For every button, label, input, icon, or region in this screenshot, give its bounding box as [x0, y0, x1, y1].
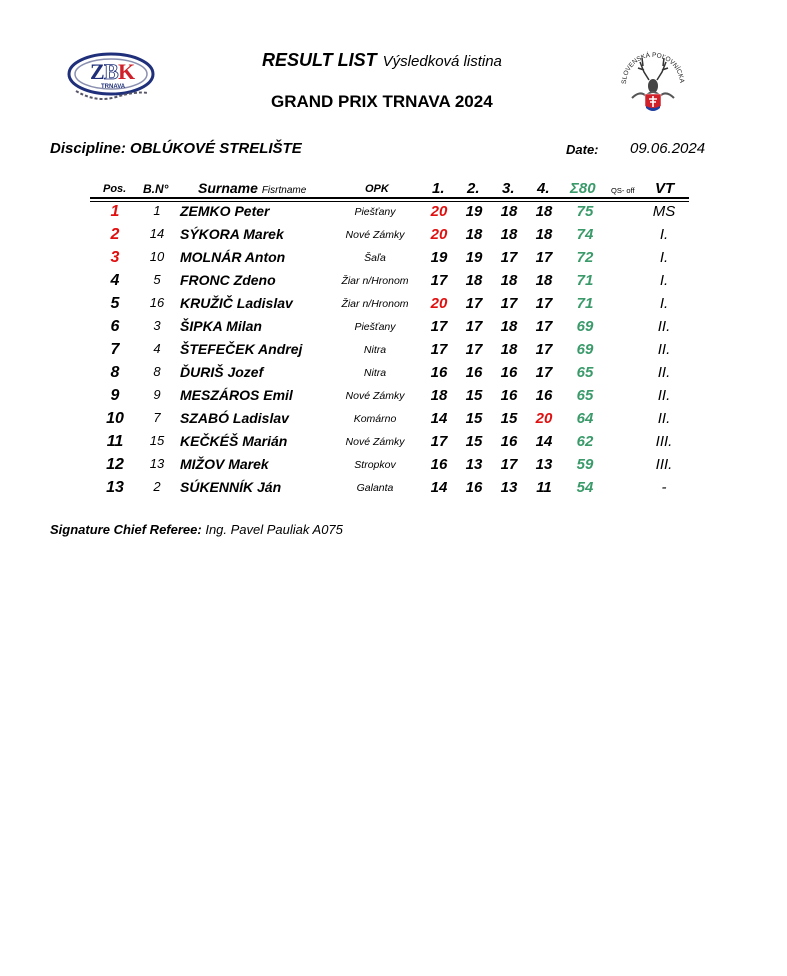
opk-cell: Komárno	[353, 413, 397, 425]
round2-score-cell: 15	[465, 410, 483, 427]
position-cell: 7	[110, 341, 120, 358]
header-rule-thick	[90, 197, 689, 199]
round4-score-cell: 17	[535, 249, 553, 266]
round2-score-cell: 18	[465, 272, 483, 289]
total-score-cell: 64	[576, 410, 594, 427]
total-score-cell: 71	[576, 295, 594, 312]
col-header-surname	[198, 180, 306, 196]
header-rule-thin	[90, 201, 689, 202]
round2-score-cell: 13	[465, 456, 483, 473]
opk-cell: Nové Zámky	[345, 390, 405, 402]
round3-score-cell: 18	[500, 341, 518, 358]
table-row	[0, 295, 787, 318]
round2-score-cell: 17	[465, 295, 483, 312]
col-header-surname-label: Surname	[198, 180, 258, 196]
col-header-total: Σ80	[570, 180, 596, 197]
total-score-cell: 54	[576, 479, 594, 496]
svg-text:TRNAVA: TRNAVA	[101, 84, 126, 90]
total-score-cell: 72	[576, 249, 594, 266]
total-score-cell: 62	[576, 433, 594, 450]
competitor-name-cell: MIŽOV Marek	[180, 456, 269, 472]
round3-score-cell: 17	[500, 249, 518, 266]
round1-score-cell: 17	[430, 433, 448, 450]
title-main: RESULT LIST	[262, 50, 377, 70]
round4-score-cell: 18	[535, 272, 553, 289]
opk-cell: Piešťany	[354, 206, 396, 218]
table-row	[0, 410, 787, 433]
position-cell: 12	[106, 456, 124, 473]
competitor-name-cell: ŠTEFEČEK Andrej	[180, 341, 303, 357]
vt-class-cell: I.	[659, 226, 669, 243]
round4-score-cell: 18	[535, 226, 553, 243]
competitor-name-cell: ŠIPKA Milan	[180, 318, 262, 334]
competitor-name-cell: MESZÁROS Emil	[180, 387, 293, 403]
document-title	[262, 50, 502, 71]
table-row	[0, 433, 787, 456]
competitor-name-cell: ZEMKO Peter	[180, 203, 270, 219]
round4-score-cell: 17	[535, 295, 553, 312]
position-cell: 5	[110, 295, 120, 312]
vt-class-cell: II.	[657, 410, 671, 427]
competitor-name-cell: MOLNÁR Anton	[180, 249, 286, 265]
spk-logo	[616, 36, 690, 118]
round3-score-cell: 17	[500, 456, 518, 473]
table-row	[0, 479, 787, 502]
round1-score-cell: 16	[430, 456, 448, 473]
total-score-cell: 65	[576, 364, 594, 381]
table-row	[0, 249, 787, 272]
round2-score-cell: 19	[465, 203, 483, 220]
round4-score-cell: 14	[535, 433, 553, 450]
position-cell: 9	[110, 387, 120, 404]
opk-cell: Žiar n/Hronom	[341, 275, 409, 287]
round3-score-cell: 18	[500, 318, 518, 335]
competitor-name-cell: FRONC Zdeno	[180, 272, 276, 288]
discipline-label: Discipline:	[50, 140, 126, 157]
col-header-round2: 2.	[467, 180, 480, 197]
bib-number-cell: 3	[153, 318, 161, 333]
round1-score-cell: 20	[430, 203, 448, 220]
competitor-name-cell: ĎURIŠ Jozef	[180, 364, 264, 380]
round2-score-cell: 19	[465, 249, 483, 266]
col-header-vt: VT	[655, 180, 675, 197]
position-cell: 1	[110, 203, 120, 220]
col-header-round3: 3.	[502, 180, 515, 197]
round4-score-cell: 11	[536, 479, 552, 496]
competitor-name-cell: SÚKENNÍK Ján	[180, 479, 282, 495]
col-header-pos: Pos.	[103, 183, 127, 195]
round3-score-cell: 17	[500, 295, 518, 312]
col-header-firstname-label: Fisrtname	[261, 185, 307, 196]
position-cell: 8	[110, 364, 120, 381]
vt-class-cell: II.	[657, 341, 671, 358]
competitor-name-cell: SZABÓ Ladislav	[180, 410, 289, 426]
discipline-line	[50, 140, 302, 157]
table-row	[0, 456, 787, 479]
competitor-name-cell: KRUŽIČ Ladislav	[180, 295, 293, 311]
total-score-cell: 69	[576, 318, 594, 335]
col-header-round4: 4.	[537, 180, 550, 197]
round2-score-cell: 18	[465, 226, 483, 243]
event-title: GRAND PRIX TRNAVA 2024	[271, 92, 493, 111]
round4-score-cell: 17	[535, 364, 553, 381]
total-score-cell: 65	[576, 387, 594, 404]
total-score-cell: 71	[576, 272, 594, 289]
round1-score-cell: 19	[430, 249, 448, 266]
bib-number-cell: 15	[149, 433, 165, 448]
bib-number-cell: 4	[153, 341, 161, 356]
vt-class-cell: III.	[655, 433, 673, 450]
round4-score-cell: 17	[535, 341, 553, 358]
round3-score-cell: 16	[500, 387, 518, 404]
bib-number-cell: 13	[149, 456, 165, 471]
bib-number-cell: 5	[153, 272, 161, 287]
total-score-cell: 69	[576, 341, 594, 358]
round1-score-cell: 14	[430, 410, 448, 427]
round3-score-cell: 18	[500, 203, 518, 220]
round2-score-cell: 15	[465, 433, 483, 450]
opk-cell: Žiar n/Hronom	[341, 298, 409, 310]
round1-score-cell: 17	[430, 272, 448, 289]
svg-text:SLOVENSKÁ POĽOVNÍCKA KOMORA: SLOVENSKÁ POĽOVNÍCKA	[620, 51, 686, 85]
round2-score-cell: 15	[465, 387, 483, 404]
discipline-value: OBLÚKOVÉ STRELIŠTE	[130, 140, 302, 157]
round3-score-cell: 16	[500, 364, 518, 381]
vt-class-cell: MS	[652, 203, 676, 220]
col-header-round1: 1.	[432, 180, 445, 197]
round2-score-cell: 17	[465, 341, 483, 358]
bib-number-cell: 2	[153, 479, 161, 494]
col-header-qs-off: QS- off	[611, 186, 635, 195]
svg-text:K: K	[118, 59, 136, 84]
date-value: 09.06.2024	[630, 140, 706, 157]
vt-class-cell: II.	[657, 318, 671, 335]
round4-score-cell: 17	[535, 318, 553, 335]
title-subtitle: Výsledková listina	[382, 53, 502, 70]
table-row	[0, 318, 787, 341]
position-cell: 3	[110, 249, 120, 266]
round4-score-cell: 13	[535, 456, 553, 473]
round1-score-cell: 17	[430, 318, 448, 335]
position-cell: 13	[106, 479, 124, 496]
round1-score-cell: 14	[430, 479, 448, 496]
col-header-opk: OPK	[365, 183, 389, 195]
round3-score-cell: 18	[500, 226, 518, 243]
round2-score-cell: 16	[465, 364, 483, 381]
position-cell: 11	[106, 433, 124, 450]
bib-number-cell: 10	[149, 249, 165, 264]
vt-class-cell: I.	[659, 249, 669, 266]
bib-number-cell: 7	[153, 410, 161, 425]
zbk-trnava-logo	[66, 47, 156, 105]
table-row	[0, 364, 787, 387]
opk-cell: Šaľa	[364, 252, 386, 264]
round1-score-cell: 20	[430, 226, 448, 243]
table-row	[0, 203, 787, 226]
opk-cell: Galanta	[356, 482, 394, 494]
bib-number-cell: 1	[153, 203, 161, 218]
round4-score-cell: 16	[535, 387, 553, 404]
round1-score-cell: 20	[430, 295, 448, 312]
opk-cell: Piešťany	[354, 321, 396, 333]
table-row	[0, 226, 787, 249]
competitor-name-cell: SÝKORA Marek	[180, 226, 284, 242]
total-score-cell: 75	[576, 203, 594, 220]
opk-cell: Stropkov	[354, 459, 396, 471]
table-row	[0, 272, 787, 295]
table-row	[0, 341, 787, 364]
position-cell: 6	[110, 318, 120, 335]
bib-number-cell: 8	[153, 364, 161, 379]
opk-cell: Nitra	[363, 367, 387, 379]
position-cell: 2	[110, 226, 120, 243]
round3-score-cell: 13	[500, 479, 518, 496]
vt-class-cell: -	[661, 479, 667, 496]
bib-number-cell: 14	[149, 226, 165, 241]
svg-text:Z: Z	[90, 59, 105, 84]
round4-score-cell: 18	[535, 203, 553, 220]
bib-number-cell: 9	[153, 387, 161, 402]
round4-score-cell: 20	[535, 410, 553, 427]
signature-value: Ing. Pavel Pauliak A075	[205, 522, 343, 537]
round1-score-cell: 16	[430, 364, 448, 381]
bib-number-cell: 16	[149, 295, 165, 310]
table-row	[0, 387, 787, 410]
round3-score-cell: 18	[500, 272, 518, 289]
round1-score-cell: 18	[430, 387, 448, 404]
vt-class-cell: II.	[657, 364, 671, 381]
vt-class-cell: I.	[659, 295, 669, 312]
col-header-bn: B.N°	[143, 182, 169, 196]
opk-cell: Nitra	[363, 344, 387, 356]
total-score-cell: 59	[576, 456, 594, 473]
round2-score-cell: 17	[465, 318, 483, 335]
vt-class-cell: I.	[659, 272, 669, 289]
total-score-cell: 74	[576, 226, 594, 243]
opk-cell: Nové Zámky	[345, 436, 405, 448]
round3-score-cell: 15	[500, 410, 518, 427]
date-label: Date:	[566, 142, 599, 157]
position-cell: 4	[110, 272, 120, 289]
vt-class-cell: III.	[655, 456, 673, 473]
signature-line	[50, 522, 343, 537]
vt-class-cell: II.	[657, 387, 671, 404]
signature-label: Signature Chief Referee:	[50, 522, 202, 537]
round2-score-cell: 16	[465, 479, 483, 496]
position-cell: 10	[106, 410, 124, 427]
svg-text:B: B	[104, 59, 119, 84]
round1-score-cell: 17	[430, 341, 448, 358]
round3-score-cell: 16	[500, 433, 518, 450]
opk-cell: Nové Zámky	[345, 229, 405, 241]
competitor-name-cell: KEČKÉŠ Marián	[180, 433, 288, 449]
